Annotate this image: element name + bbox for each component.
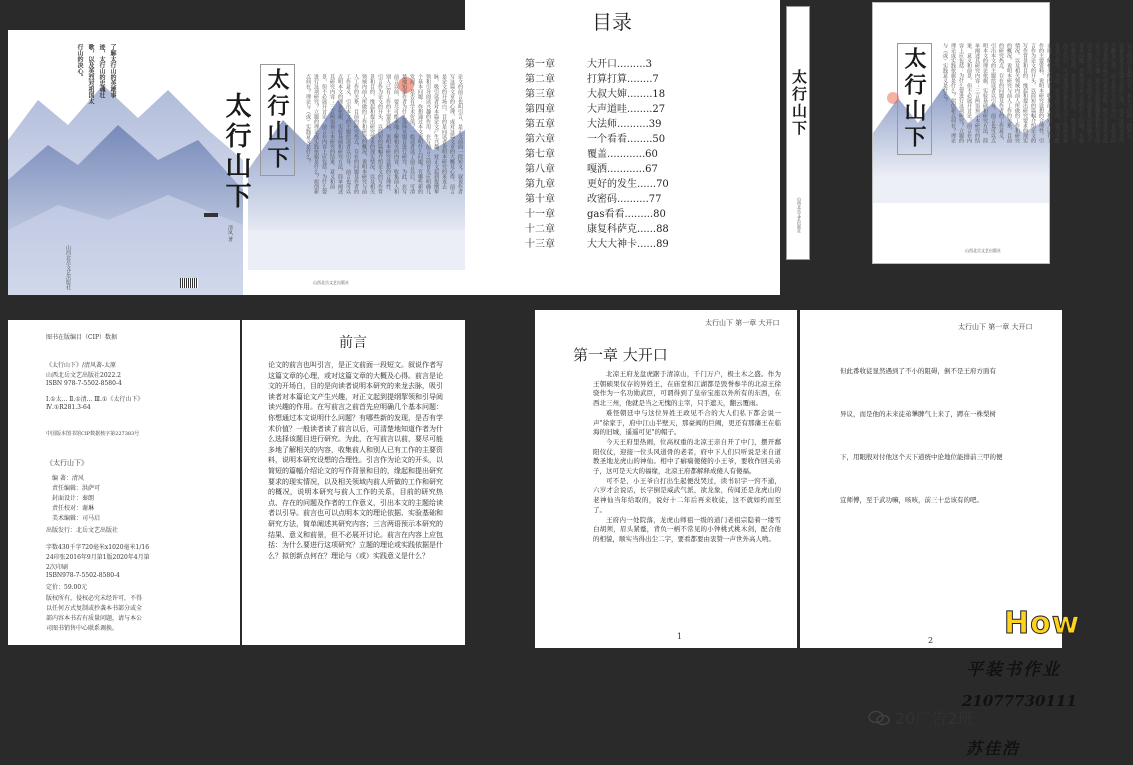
cip-line: 字数430千字720毫米x1020毫米1/16: [46, 544, 150, 551]
assignment-label: 平装书作业: [966, 660, 1061, 680]
toc-row[interactable]: [525, 118, 662, 131]
toc-entry: 康复科萨克......88: [587, 224, 669, 235]
student-name: 苏佳浩: [966, 739, 1021, 758]
cip-line: 山西北岳文艺出版社2022.2: [46, 372, 121, 379]
text-line: 异议，而是他的未来徒弟犟脾气上来了，蹲在一株梨树: [840, 410, 996, 418]
toc-row[interactable]: [525, 73, 659, 86]
cip-line: ISBN 978-7-5502-8580-4: [46, 380, 122, 387]
page-number: 2: [928, 636, 934, 645]
cip-line: Ⅳ.①R281.3-64: [46, 404, 91, 411]
chapter-title: 第一章 大开口: [573, 346, 668, 364]
page-number: 1: [677, 632, 683, 641]
toc-row[interactable]: [525, 103, 665, 116]
toc-entry: 更好的发生......70: [587, 179, 669, 190]
spine-publisher: 山西北岳文艺出版社: [797, 197, 802, 233]
toc-chapter: 第一章: [525, 59, 555, 70]
cip-line: 中国版本图书馆CIP数据核字第227383号: [46, 431, 140, 437]
toc-entry: 覆盖............60: [587, 149, 658, 160]
cip-line: 2次印刷: [46, 564, 68, 571]
toc-row[interactable]: [525, 88, 665, 101]
student-id: 21077730111: [962, 692, 1077, 710]
cip-line: ISBN978-7-5502-8580-4: [46, 572, 120, 579]
cip-line: Ⅰ.①太... Ⅱ.①清... Ⅲ.①《太行山下》: [46, 396, 144, 403]
front-cover-publisher: 山西北岳文艺出版社: [313, 280, 349, 285]
toc-entry: 大法师..........39: [587, 119, 662, 130]
toc-chapter: 十一章: [525, 209, 555, 220]
toc-chapter: 十二章: [525, 224, 555, 235]
cip-line: 版权所有，侵权必究未经许可，不得: [46, 595, 143, 602]
running-head: 太行山下 第一章 大开口: [958, 323, 1033, 331]
running-head: 太行山下 第一章 大开口: [705, 319, 780, 327]
front-cover-publisher: 山西北岳文艺出版社: [965, 248, 1001, 253]
toc-chapter: 第六章: [525, 134, 555, 145]
cip-line: 司图书销售中心联系调换。: [46, 625, 119, 632]
toc-chapter: 十三章: [525, 239, 555, 250]
paragraph: 北凉王府龙盘虎踞于清凉山，千门万户，极土木之盛。作为王朝硕果仅存的异姓王，在庙堂和江湖都是毁誉参半的北凉王徐骁作为一名功勋武臣，可谓得到了皇帝宝座以外所有的东西，在西北三州，他就是当之无愧的主宰，只手遮天，翻云覆雨。: [593, 370, 781, 408]
toc-entry: 大叔大婶........18: [587, 89, 666, 100]
toc-row[interactable]: [525, 193, 662, 206]
toc-chapter: 第九章: [525, 179, 555, 190]
toc-entry: 大声道哇........27: [587, 104, 666, 115]
copyright-page: [8, 320, 240, 645]
toc-entry: gas看看.........80: [587, 209, 666, 220]
paragraph: 王府内一处院落，龙虎山师祖一级的道门老祖宗隐着一缕雪白胡须，眉头紧蹙，背负一柄不常见的小钟桃式桃木剑，配合他的相貌，顺实当得出尘二字，要看都要由衷赞一声世外高人哟。: [593, 515, 781, 543]
front-cover-title: 太行山下: [897, 43, 932, 155]
how-label: How: [1004, 606, 1081, 641]
cover-spread: [8, 30, 465, 295]
table-of-contents: [465, 0, 780, 295]
front-cover: [872, 2, 1132, 264]
toc-row[interactable]: [525, 163, 658, 176]
cip-line: 24印张2016年9月第1版2020年4月第: [46, 554, 150, 561]
wechat-watermark: [868, 706, 974, 729]
toc-row[interactable]: [525, 148, 658, 161]
cip-line: 《太行山下》/清风著-太原: [46, 362, 117, 369]
toc-chapter: 第四章: [525, 104, 555, 115]
author-line: 清风 著: [227, 225, 233, 242]
wechat-icon: [868, 710, 890, 726]
cip-line: 出版发行：北岳文艺出版社: [46, 527, 119, 534]
front-cover-text: 论文的前言也叫引言，是正文前面一段短文。叙说作者写这篇文章的心理，或对这篇文章的大概及心得。前言是论文的开场白，目的是向读者说明本研究的来龙去脉，吸引读者对本篇论文产生兴趣，对正文起到提纲挈领和引导阅读兴趣的作用。在写前言之前首先应明确几个基本问题：你想通过本文说明什么问题？有哪些新的发现，是否有学术价值？一般读者读了前言以后，可清楚地知道作者为什么选择该题目进行研究。为此，在写前言以前，要尽可能多地了解相关的内容，收集前人和别人已有工作的主要资料，说明本研究设想的合理性。引言作为论文的开头，以简短的篇幅介绍论文的写作背景和目的，缘起和提出研究要求的现实情况，以及相关领域内前人所做的工作和研究的概况，说明本研究与前人工作的关系，目前的研究热点、存在的问题及作者的工作意义，引出本文的主题给读者以引导。前言也可以点明本文的理论依据、实验基础和研究方法，简单阐述其研究内容；三言两语预示本研究的结果、意义和前景，但不必展开讨论。前言在内容上应包括：为什么要进行这项研究？立题的理论或实践依据是什么？拟创新点何在？理论与（或）实践意义是什么？: [942, 43, 1132, 143]
chapter-page-1: [535, 310, 797, 648]
toc-row[interactable]: [525, 223, 669, 236]
chapter-body: [840, 350, 1055, 522]
toc-chapter: 第二章: [525, 74, 555, 85]
toc-row[interactable]: [525, 133, 665, 146]
spine-title: 太行山下: [790, 69, 808, 137]
toc-chapter: 第三章: [525, 89, 555, 100]
preface-title: 前言: [339, 335, 367, 351]
cip-line: 《太行山下》: [46, 459, 88, 467]
toc-row[interactable]: [525, 178, 669, 191]
paragraph: 今天王府里热闹，位高权重的北凉王亲自开了中门，摆开鄱阳仪仗，迎接一位头风道骨的老者，府中下人们只听说是来自道教圣地龙虎山的神仙。相中了癖痫傻傻的小王爷，要收作回关弟子，这可是天大的福缘，北凉王府都解释成傻人有傻福。: [593, 437, 781, 476]
barcode: [180, 278, 198, 288]
chapter-page-2: [800, 310, 1062, 648]
toc-chapter: 第五章: [525, 119, 555, 130]
cover-blurb: 了解太行山的英雄事迹，太行山的忠魂壮歌，以及英烈对祖国太行山的决心。: [76, 44, 116, 104]
paragraph: 难怪朝廷中与这位异姓王政见不合的大人们私下都会说一声"徐家于，府中江山半壁天，那豪阀的巨阙，更还有那藩王在临海的旧城，遥遥可见"的帽子。: [593, 408, 781, 437]
front-cover-title: 太行山下: [260, 64, 295, 176]
toc-entry: 打算打算........7: [587, 74, 659, 85]
watermark-text: 20广告2班: [895, 709, 974, 728]
preface-page: [242, 320, 465, 645]
preface-body: 论文的前言也叫引言，是正文前面一段短文。叙说作者写这篇文章的心理，或对这篇文章的大概及心得。前言是论文的开场白，目的是向读者说明本研究的来龙去脉，吸引读者对本篇论文产生兴趣，对正文起到提纲挈领和引导阅读兴趣的作用。在写前言之前首先应明确几个基本问题：你想通过本文说明什么问题？有哪些新的发现，是否有学术价值？一般读者读了前言以后，可清楚地知道作者为什么选择该题目进行研究。为此，在写前言以前，要尽可能多地了解相关的内容，收集前人和别人已有工作的主要资料，说明本研究设想的合理性。引言作为论文的开头，以简短的篇幅介绍论文的写作背景和目的，缘起和提出研究要求的现实情况，以及相关领域内前人所做的工作和研究的概况，说明本研究与前人工作的关系，目前的研究热点、存在的问题及作者的工作意义，引出本文的主题给读者以引导。前言也可以点明本文的理论依据、实验基础和研究方法，简单阐述其研究内容；三言两语预示本研究的结果、意义和前景，但不必展开讨论。前言在内容上应包括：为什么要进行这项研究？立题的理论或实践依据是什么？拟创新点何在？理论与（或）实践意义是什么？: [268, 361, 443, 560]
chapter-body: [593, 370, 781, 545]
toc-row[interactable]: [525, 208, 666, 221]
toc-entry: 改密码..........77: [587, 194, 662, 205]
cip-line: 责任校对：谢琳: [52, 505, 95, 512]
cip-line: 图书在版编目（CIP）数据: [46, 334, 117, 341]
toc-chapter: 第十章: [525, 194, 555, 205]
book-spine: [786, 6, 810, 260]
toc-entry: 嘎洒............67: [587, 164, 658, 175]
cip-line: 编 著：清风: [52, 475, 84, 482]
paragraph: 可不是，小王爷自打出生起便没哭过，读书识字一窍不通，六岁才会说话，长字倒是威武气派，欲龙象，传闻还是龙虎山的老神仙当年给取的，说好十二年后再来收徒，这不就如约而至了。: [593, 476, 781, 514]
cip-line: 美术编辑：司马启: [52, 515, 101, 522]
toc-row[interactable]: [525, 58, 652, 71]
cip-line: 定价：59.00元: [46, 584, 88, 591]
back-cover-publisher: 山西北岳文艺出版社: [65, 245, 71, 290]
toc-entry: 大开口.........3: [587, 59, 652, 70]
text-line: 下，用眼殷对付他这个天下道统中论地位能排前三甲的便: [840, 453, 1003, 461]
cip-line: 以任何方式复制或抄袭本书部分或全: [46, 605, 143, 612]
toc-row[interactable]: [525, 238, 669, 251]
cip-line: 封面设计：秦朗: [52, 495, 95, 502]
back-cover-title: 太行山下: [221, 92, 251, 212]
toc-entry: 一个看看........50: [587, 134, 666, 145]
toc-entry: 大大大神卡......89: [587, 239, 669, 250]
toc-chapter: 第七章: [525, 149, 555, 160]
text-line: 宜师傅，至于武功嘛，咳咳，前三十总该有的吧。: [840, 496, 983, 504]
front-cover-text: 论文的前言也叫引言，是正文前面一段短文。叙说作者写这篇文章的心理，或对这篇文章的大概及心得。前言是论文的开场白，目的是向读者说明本研究的来龙去脉，吸引读者对本篇论文产生兴趣，对正文起到提纲挈领和引导阅读兴趣的作用。在写前言之前首先应明确几个基本问题：你想通过本文说明什么问题？有哪些新的发现，是否有学术价值？一般读者读了前言以后，可清楚地知道作者为什么选择该题目进行研究。为此，在写前言以前，要尽可能多地了解相关的内容，收集前人和别人已有工作的主要资料，说明本研究设想的合理性。引言作为论文的开头，以简短的篇幅介绍论文的写作背景和目的，缘起和提出研究要求的现实情况，以及相关领域内前人所做的工作和研究的概况，说明本研究与前人工作的关系，目前的研究热点、存在的问题及作者的工作意义，引出本文的主题给读者以引导。前言也可以点明本文的理论依据、实验基础和研究方法，简单阐述其研究内容；三言两语预示本研究的结果、意义和前景，但不必展开讨论。前言在内容上应包括：为什么要进行这项研究？立题的理论或实践依据是什么？拟创新点何在？理论与（或）实践意义是什么？: [305, 74, 463, 194]
cip-line: 责任编辑：洪萨可: [52, 485, 101, 492]
text-line: 但此番收徒显然遇到了不小的阻碍，倒不是王府方面有: [840, 367, 996, 375]
toc-title: 目录: [592, 10, 632, 34]
cip-line: 部内容本书若有质量问题，请与本公: [46, 615, 143, 622]
toc-chapter: 第八章: [525, 164, 555, 175]
